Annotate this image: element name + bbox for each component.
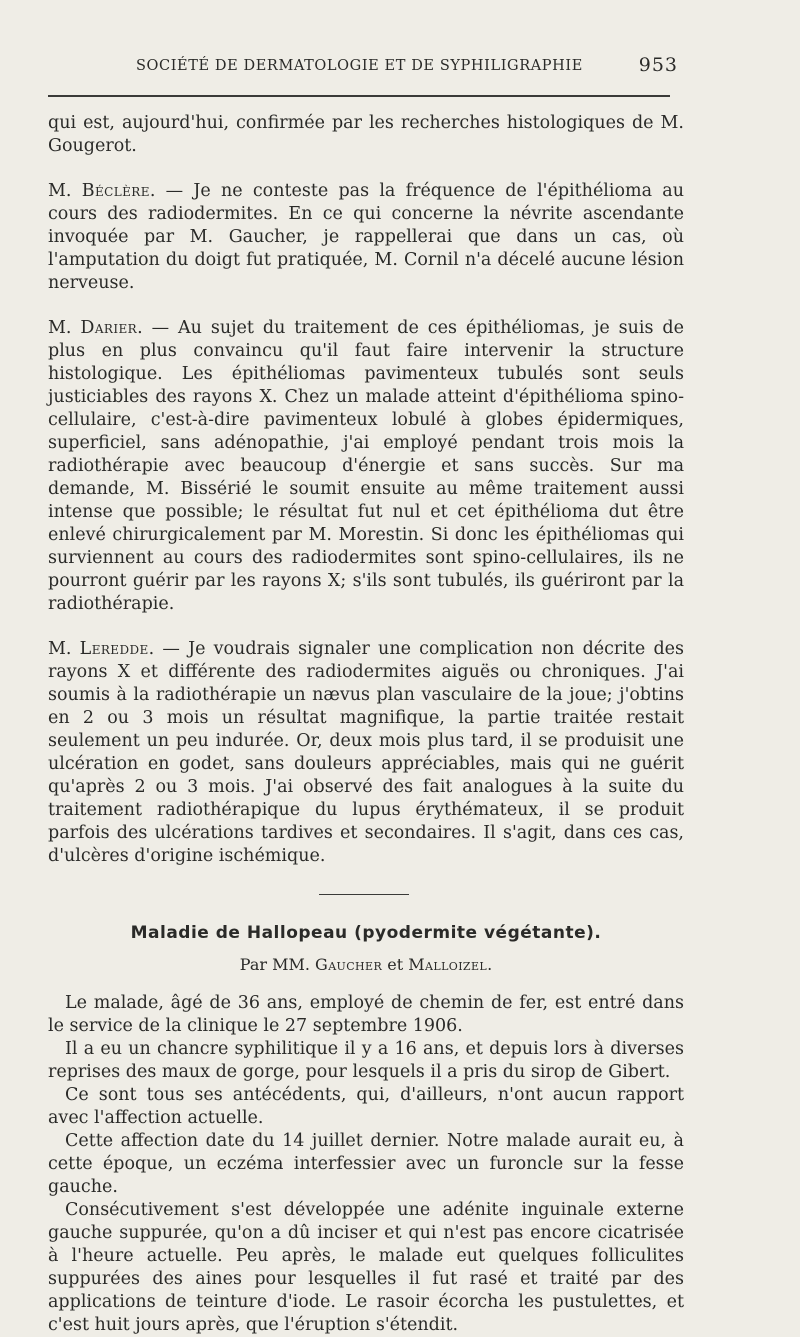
speaker-name: Béclère — [81, 181, 150, 201]
speaker-name: Darier — [80, 318, 138, 338]
opening-paragraph: qui est, aujourd'hui, confirmée par les recherches histologiques de M. Gougerot. — [48, 113, 684, 156]
page-number: 953 — [638, 54, 678, 76]
journal-title: SOCIÉTÉ DE DERMATOLOGIE ET DE SYPHILIGRAPHIE — [136, 58, 583, 74]
speech-darier: M. Darier. — Au sujet du traitement de ces épithéliomas, je suis de plus en plus convaincu qu'il faut faire intervenir la structure histologique. Les épithéliomas pavimenteux tubulés sont seuls justiciables des rayons X. Chez un malade atteint d'épithélioma spino-cellulaire, c'est-à-dire pavimenteux lobulé à globes épidermiques, superficiel, sans adénopathie, j'ai employé pendant trois mois la radiothérapie avec beaucoup d'énergie et sans succès. Sur ma demande, M. Bissérié le soumit ensuite au même traitement aussi intense que possible; le résultat fut nul et cet épithélioma dut être enlevé chirurgicalement par M. Morestin. Si donc les épithéliomas qui surviennent au cours des radiodermites sont spino-cellulaires, ils ne pourront guérir par les rayons X; s'ils sont tubulés, ils guériront par la radiothérapie. — [48, 318, 684, 614]
speech-leredde: M. Leredde. — Je voudrais signaler une complication non décrite des rayons X et différente des radiodermites aiguës ou chroniques. J'ai soumis à la radiothérapie un nævus plan vasculaire de la joue; j'obtins en 2 ou 3 mois un résultat magnifique, la partie traitée restait seulement un peu indurée. Or, deux mois plus tard, il se produisit une ulcération en godet, sans douleurs appréciables, mais qui ne guérit qu'après 2 ou 3 mois. J'ai observé des fait analogues à la suite du traitement radiothérapique du lupus érythémateux, il se produit parfois des ulcérations tardives et secondaires. Il s'agit, dans ces cas, d'ulcères d'origine ischémique. — [48, 639, 684, 866]
author-name: Malloizel — [408, 955, 488, 974]
header-rule — [48, 95, 670, 97]
article-paragraph: Cette affection date du 14 juillet dernier. Notre malade aurait eu, à cette époque, un eczéma interfessier avec un furoncle sur la fesse gauche. — [48, 1131, 684, 1197]
article-paragraph: Le malade, âgé de 36 ans, employé de chemin de fer, est entré dans le service de la clinique le 27 septembre 1906. — [48, 993, 684, 1036]
article-paragraph: Ce sont tous ses antécédents, qui, d'ailleurs, n'ont aucun rapport avec l'affection actuelle. — [48, 1085, 684, 1128]
article-title: Maladie de Hallopeau (pyodermite végétante). — [130, 923, 602, 943]
section-separator — [319, 894, 409, 895]
article-body — [48, 992, 684, 1337]
article-byline: Par MM. Gaucher et Malloizel. — [239, 955, 493, 974]
author-name: Gaucher — [315, 955, 383, 974]
page — [48, 0, 685, 1335]
body-text — [48, 112, 684, 1337]
speech-beclere: M. Béclère. — Je ne conteste pas la fréquence de l'épithélioma au cours des radiodermites. En ce qui concerne la névrite ascendante invoquée par M. Gaucher, je rappellerai que dans un cas, où l'amputation du doigt fut pratiquée, M. Cornil n'a décelé aucune lésion nerveuse. — [48, 181, 685, 293]
speaker-name: Leredde — [79, 639, 149, 659]
article-paragraph: Consécutivement s'est développée une adénite inguinale externe gauche suppurée, qu'on a dû inciser et qui n'est pas encore cicatrisée à l'heure actuelle. Peu après, le malade eut quelques folliculites suppurées des aines pour lesquelles il fut rasé et traité par des applications de teinture d'iode. Le rasoir écorcha les pustulettes, et c'est huit jours après, que l'éruption s'étendit. — [48, 1200, 684, 1335]
article-paragraph: Il a eu un chancre syphilitique il y a 16 ans, et depuis lors à diverses reprises des maux de gorge, pour lesquels il a pris du sirop de Gibert. — [48, 1039, 684, 1082]
